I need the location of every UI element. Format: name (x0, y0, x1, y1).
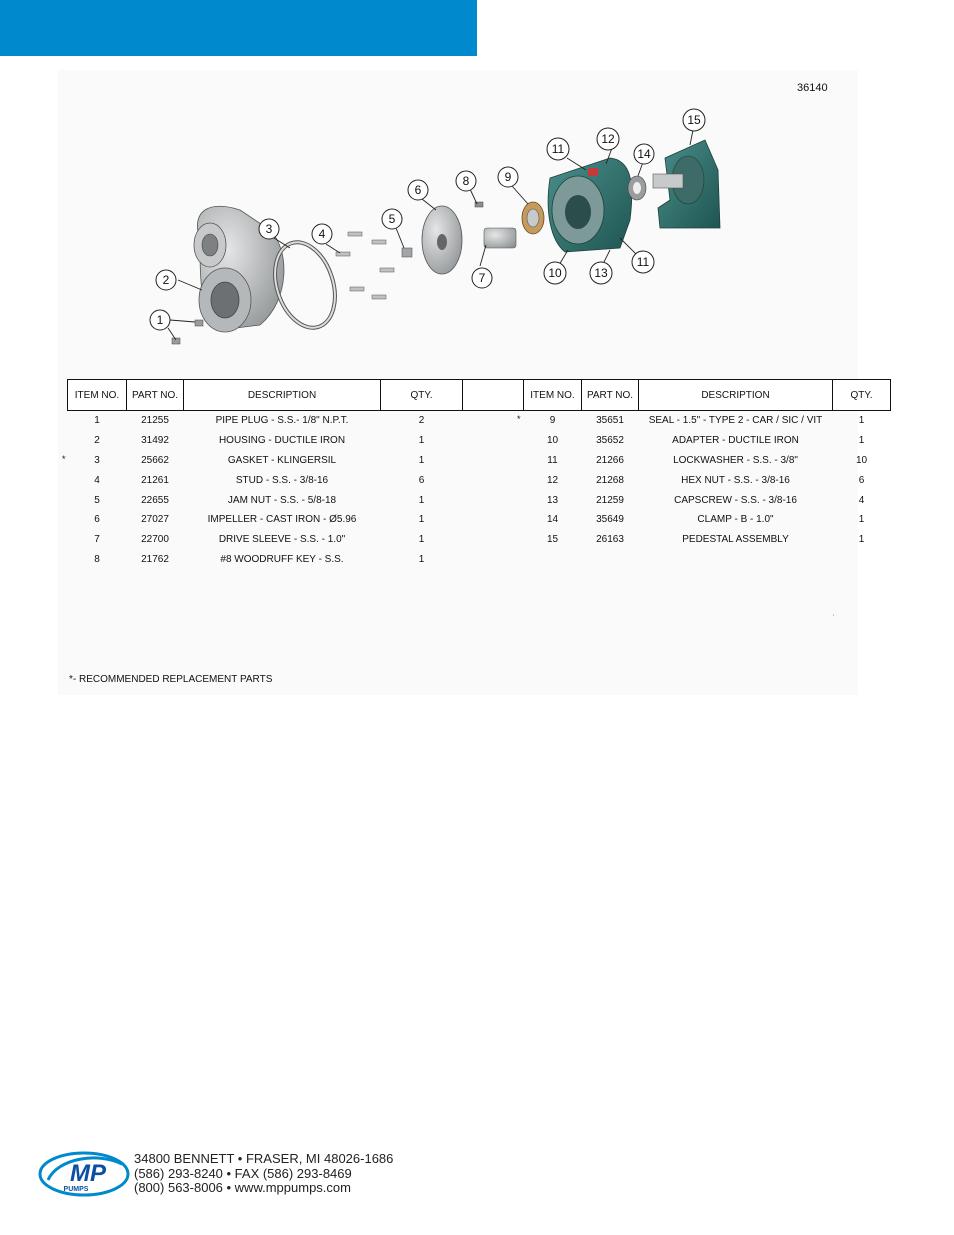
stray-mark: ' (833, 615, 835, 621)
part-no-cell: 35652 (596, 435, 624, 447)
table-spacer (462, 379, 524, 411)
item-no-cell: 2 (94, 435, 100, 447)
item-no-cell: 7 (94, 534, 100, 546)
item-no-cell: 8 (94, 553, 100, 565)
callout-8: 8 (462, 174, 470, 188)
header-description: DESCRIPTION (184, 380, 381, 411)
qty-cell: 1 (418, 534, 425, 546)
part-no-cell: 21259 (596, 494, 624, 506)
qty-cell: 1 (858, 415, 865, 427)
description-cell: ADAPTER - DUCTILE IRON (672, 435, 799, 447)
header-qty: QTY. (833, 380, 891, 411)
studs-part (336, 232, 394, 299)
header-qty: QTY. (381, 380, 463, 411)
item-no-cell: 1 (94, 415, 100, 427)
part-no-cell: 25662 (141, 454, 169, 466)
recommended-parts-footnote: *- RECOMMENDED REPLACEMENT PARTS (69, 674, 273, 685)
clamp-part (628, 176, 646, 200)
adapter-part (548, 158, 632, 252)
qty-cell: 4 (858, 494, 865, 506)
table-row (68, 470, 463, 490)
qty-cell: 6 (858, 474, 865, 486)
table-header-row (524, 380, 891, 411)
table-row (68, 510, 463, 530)
exploded-view-diagram (140, 100, 740, 360)
impeller-part (422, 206, 462, 274)
part-no-cell: 31492 (141, 435, 169, 447)
table-row (68, 530, 463, 550)
drawing-number: 36140 (797, 82, 828, 94)
recommended-marker: * (517, 414, 521, 424)
callout-11-bottom: 11 (636, 255, 650, 269)
description-cell: DRIVE SLEEVE - S.S. - 1.0" (218, 534, 346, 546)
description-cell: HOUSING - DUCTILE IRON (218, 435, 346, 447)
part-no-cell: 21261 (141, 474, 169, 486)
callout-3: 3 (265, 222, 273, 236)
description-cell: CLAMP - B - 1.0" (697, 514, 774, 526)
spacer-header-cell (463, 380, 524, 411)
description-cell: JAM NUT - S.S. - 5/8-18 (227, 494, 337, 506)
table-row (68, 490, 463, 510)
description-cell: STUD - S.S. - 3/8-16 (235, 474, 329, 486)
qty-cell: 1 (858, 514, 865, 526)
header-part-no: PART NO. (127, 380, 184, 411)
parts-table-right (523, 379, 891, 550)
item-no-cell: 14 (546, 514, 559, 526)
description-cell: IMPELLER - CAST IRON - Ø5.96 (207, 514, 357, 526)
table-row (524, 411, 891, 431)
header-item-no: ITEM NO. (524, 380, 582, 411)
header-part-no: PART NO. (582, 380, 639, 411)
qty-cell: 1 (418, 454, 425, 466)
parts-table-left-body (68, 411, 463, 570)
description-cell: GASKET - KLINGERSIL (227, 454, 337, 466)
part-no-cell: 21268 (596, 474, 624, 486)
qty-cell: 1 (858, 435, 865, 447)
mp-pumps-logo (38, 1150, 130, 1198)
item-no-cell: 4 (94, 474, 100, 486)
callout-13: 13 (594, 266, 608, 280)
table-row (524, 510, 891, 530)
table-row (524, 451, 891, 471)
address-line-3: (800) 563-8006 • www.mppumps.com (134, 1180, 351, 1195)
description-cell: #8 WOODRUFF KEY - S.S. (220, 553, 344, 565)
callout-14: 14 (637, 147, 651, 161)
table-header-row (68, 380, 463, 411)
item-no-cell: 15 (546, 534, 559, 546)
description-cell: PEDESTAL ASSEMBLY (682, 534, 789, 546)
part-no-cell: 26163 (596, 534, 624, 546)
qty-cell: 1 (418, 435, 425, 447)
logo-subtext: PUMPS (63, 1186, 89, 1193)
qty-cell: 1 (418, 553, 425, 565)
qty-cell: 1 (418, 494, 425, 506)
item-no-cell: 12 (546, 474, 559, 486)
part-no-cell: 22700 (141, 534, 169, 546)
table-row (68, 411, 463, 431)
callout-6: 6 (414, 183, 422, 197)
part-no-cell: 21762 (141, 553, 169, 565)
header-item-no: ITEM NO. (68, 380, 127, 411)
description-cell: CAPSCREW - S.S. - 3/8-16 (674, 494, 797, 506)
qty-cell: 10 (855, 454, 868, 466)
parts-table-right-body (524, 411, 891, 550)
table-row (524, 530, 891, 550)
seal-part (522, 202, 544, 234)
item-no-cell: 5 (94, 494, 100, 506)
item-no-cell: 3 (94, 454, 100, 466)
qty-cell: 1 (858, 534, 865, 546)
header-color-bar (0, 0, 477, 56)
callout-9: 9 (504, 170, 512, 184)
qty-cell: 6 (418, 474, 425, 486)
item-no-cell: 6 (94, 514, 100, 526)
callout-10: 10 (548, 266, 562, 280)
table-row (524, 431, 891, 451)
item-no-cell: 9 (549, 415, 556, 427)
qty-cell: 1 (418, 514, 425, 526)
part-no-cell: 21255 (141, 415, 169, 427)
item-no-cell: 11 (547, 454, 558, 466)
logo-text: MP (70, 1160, 106, 1187)
table-row (524, 490, 891, 510)
address-line-1: 34800 BENNETT • FRASER, MI 48026-1686 (134, 1151, 394, 1166)
part-no-cell: 21266 (596, 454, 624, 466)
table-row (68, 431, 463, 451)
drive-sleeve-part (484, 228, 516, 248)
callout-1: 1 (156, 313, 164, 327)
qty-cell: 2 (418, 415, 425, 427)
pipe-plug-part (172, 320, 203, 344)
part-no-cell: 22655 (141, 494, 169, 506)
callout-7: 7 (478, 271, 486, 285)
description-cell: LOCKWASHER - S.S. - 3/8" (673, 454, 798, 466)
description-cell: SEAL - 1.5" - TYPE 2 - CAR / SIC / VIT (648, 415, 823, 427)
table-row (68, 550, 463, 570)
header-description: DESCRIPTION (639, 380, 833, 411)
callout-5: 5 (388, 212, 396, 226)
description-cell: PIPE PLUG - S.S.- 1/8" N.P.T. (215, 415, 349, 427)
table-row (524, 470, 891, 490)
pedestal-part (653, 140, 720, 228)
callout-11-top: 11 (551, 142, 565, 156)
callout-2: 2 (162, 273, 170, 287)
item-no-cell: 10 (546, 435, 559, 447)
callout-4: 4 (318, 227, 326, 241)
part-no-cell: 35651 (596, 415, 624, 427)
part-no-cell: 35649 (596, 514, 624, 526)
company-address (134, 1152, 393, 1196)
callout-15: 15 (687, 113, 701, 127)
recommended-marker: * (62, 453, 66, 464)
address-line-2: (586) 293-8240 • FAX (586) 293-8469 (134, 1165, 352, 1181)
description-cell: HEX NUT - S.S. - 3/8-16 (681, 474, 790, 486)
table-row (68, 451, 463, 471)
callout-12: 12 (601, 132, 615, 146)
parts-table-left (67, 379, 463, 569)
item-no-cell: 13 (546, 494, 559, 506)
part-no-cell: 27027 (141, 514, 169, 526)
